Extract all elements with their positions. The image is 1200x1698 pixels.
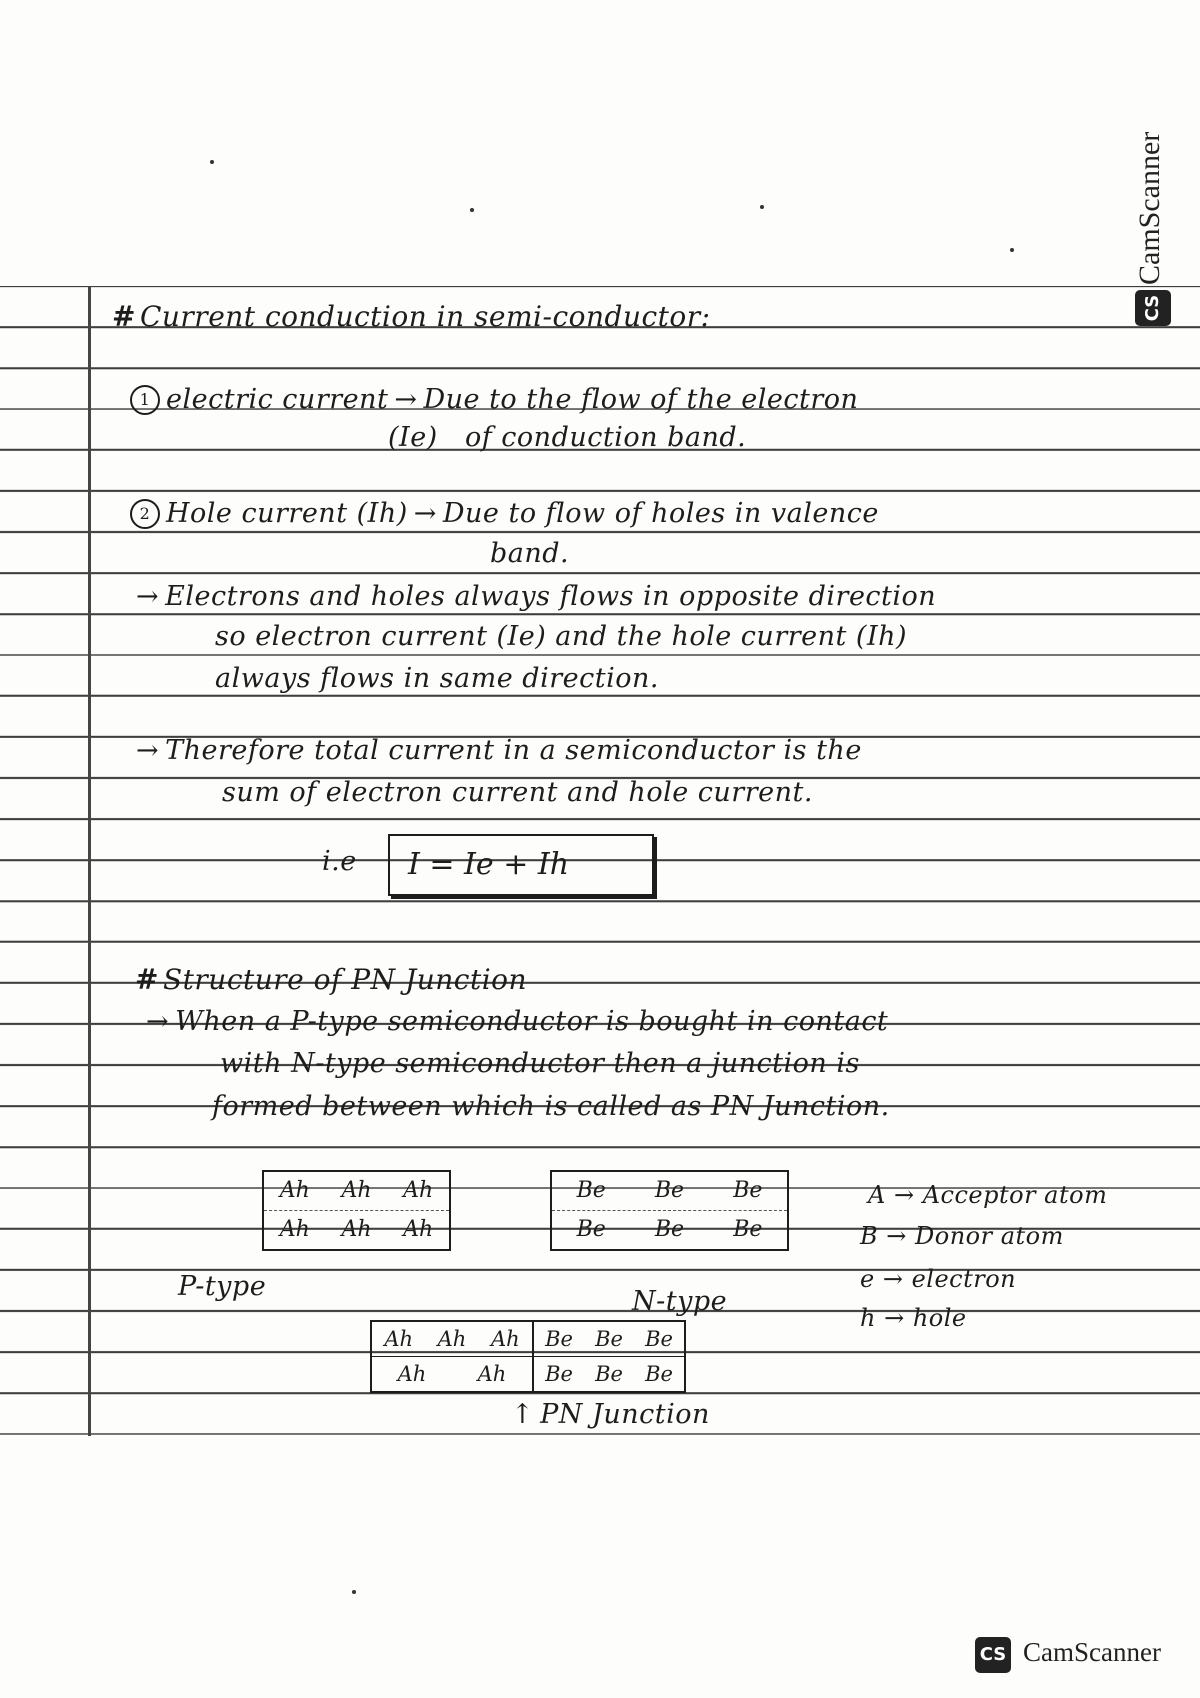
n-type-label: N-type	[632, 1286, 728, 1317]
acceptor-hole: Ah	[477, 1362, 507, 1386]
acceptor-hole: Ah	[490, 1327, 520, 1351]
donor-electron: Be	[545, 1327, 573, 1351]
hash-symbol: #	[112, 300, 136, 333]
scan-speck	[760, 205, 764, 209]
hash-symbol: #	[135, 963, 159, 996]
point1-line3: always flows in same direction.	[215, 663, 659, 694]
donor-electron: Be	[733, 1217, 763, 1242]
item-number: 2	[130, 499, 160, 529]
arrow-up-icon: ↑	[511, 1399, 535, 1430]
pn-junction-diagram	[370, 1320, 686, 1393]
arrow-icon: →	[394, 384, 418, 415]
heading-text: Structure of PN Junction	[162, 963, 528, 996]
donor-electron: Be	[645, 1362, 673, 1386]
formula-prefix: i.e	[322, 846, 357, 877]
point1-line1: Electrons and holes always flows in opposite direction	[165, 581, 937, 612]
section-heading-pn-junction	[135, 963, 527, 997]
scan-speck	[210, 160, 214, 164]
term-electric-current: electric current	[166, 384, 389, 415]
page-bottom-margin	[0, 1450, 1200, 1698]
acceptor-hole: Ah	[403, 1217, 434, 1242]
lattice-row	[264, 1172, 449, 1210]
term-hole-current: Hole current (Ih)	[166, 498, 408, 529]
scan-speck	[1010, 248, 1014, 252]
point-opposite-direction	[130, 580, 936, 614]
point1-line2: so electron current (Ie) and the hole current (Ih)	[215, 621, 908, 652]
lattice-row	[372, 1356, 532, 1391]
pn-definition-line2: with N-type semiconductor then a junction is	[220, 1048, 860, 1079]
item-electric-current	[130, 383, 858, 417]
pn-definition-line3: formed between which is called as PN Junction.	[212, 1091, 890, 1122]
donor-electron: Be	[645, 1327, 673, 1351]
arrow-icon: →	[136, 735, 160, 766]
scan-speck	[352, 1590, 356, 1594]
acceptor-hole: Ah	[397, 1362, 427, 1386]
pn-definition-line1	[140, 1005, 888, 1039]
pn-junction-caption	[505, 1398, 710, 1432]
acceptor-hole: Ah	[341, 1217, 372, 1242]
item-hole-current	[130, 497, 879, 531]
acceptor-hole: Ah	[279, 1217, 310, 1242]
donor-electron: Be	[576, 1217, 606, 1242]
lattice-row	[372, 1322, 532, 1356]
electric-current-definition-cont: of conduction band.	[464, 422, 747, 453]
legend-hole: h → hole	[860, 1304, 967, 1332]
camscanner-brand: CamScanner	[1023, 1637, 1161, 1667]
heading-text: Current conduction in semi-conductor:	[139, 300, 711, 333]
acceptor-hole: Ah	[341, 1178, 372, 1203]
point-total-current	[130, 734, 862, 768]
arrow-icon: →	[146, 1006, 170, 1037]
donor-electron: Be	[576, 1178, 606, 1203]
p-type-lattice	[262, 1170, 451, 1251]
item-number: 1	[130, 385, 160, 415]
camscanner-vertical-watermark	[1128, 100, 1178, 330]
scan-speck	[470, 208, 474, 212]
item-electric-current-line2	[388, 421, 746, 455]
legend-acceptor: A → Acceptor atom	[868, 1181, 1108, 1209]
p-type-label: P-type	[178, 1271, 267, 1302]
lattice-row	[264, 1210, 449, 1249]
page-top-margin	[0, 0, 1200, 286]
donor-electron: Be	[733, 1178, 763, 1203]
electric-current-definition: Due to the flow of the electron	[423, 384, 859, 415]
legend-electron: e → electron	[860, 1265, 1017, 1293]
lattice-row	[552, 1172, 787, 1210]
donor-electron: Be	[654, 1217, 685, 1242]
pn-junction-label: PN Junction	[540, 1399, 710, 1430]
camscanner-brand: CamScanner	[1133, 131, 1166, 285]
junction-p-side	[372, 1322, 532, 1391]
pn-line1-text: When a P-type semiconductor is bought in contact	[175, 1006, 889, 1037]
total-current-formula: I = Ie + Ih	[408, 847, 570, 882]
donor-electron: Be	[654, 1178, 685, 1203]
lattice-row	[534, 1356, 684, 1391]
margin-rule	[88, 286, 91, 1436]
donor-electron: Be	[545, 1362, 573, 1386]
hole-current-definition: Due to flow of holes in valence	[442, 498, 879, 529]
junction-n-side	[532, 1322, 684, 1391]
hole-current-definition-cont: band.	[490, 538, 570, 569]
legend-donor: B → Donor atom	[860, 1222, 1064, 1250]
donor-electron: Be	[595, 1327, 623, 1351]
acceptor-hole: Ah	[403, 1178, 434, 1203]
acceptor-hole: Ah	[384, 1327, 414, 1351]
acceptor-hole: Ah	[437, 1327, 467, 1351]
lattice-row	[534, 1322, 684, 1356]
total-current-formula-box	[388, 834, 654, 896]
camscanner-logo-icon: CS	[1135, 290, 1171, 326]
section-heading-current-conduction	[112, 300, 711, 334]
electron-current-symbol: (Ie)	[388, 422, 438, 453]
donor-electron: Be	[595, 1362, 623, 1386]
point2-line1: Therefore total current in a semiconductor is the	[165, 735, 862, 766]
arrow-icon: →	[413, 498, 437, 529]
lattice-row	[552, 1210, 787, 1249]
n-type-lattice	[550, 1170, 789, 1251]
arrow-icon: →	[136, 581, 160, 612]
acceptor-hole: Ah	[279, 1178, 310, 1203]
point2-line2: sum of electron current and hole current.	[222, 777, 813, 808]
camscanner-logo-icon: CS	[975, 1637, 1011, 1673]
